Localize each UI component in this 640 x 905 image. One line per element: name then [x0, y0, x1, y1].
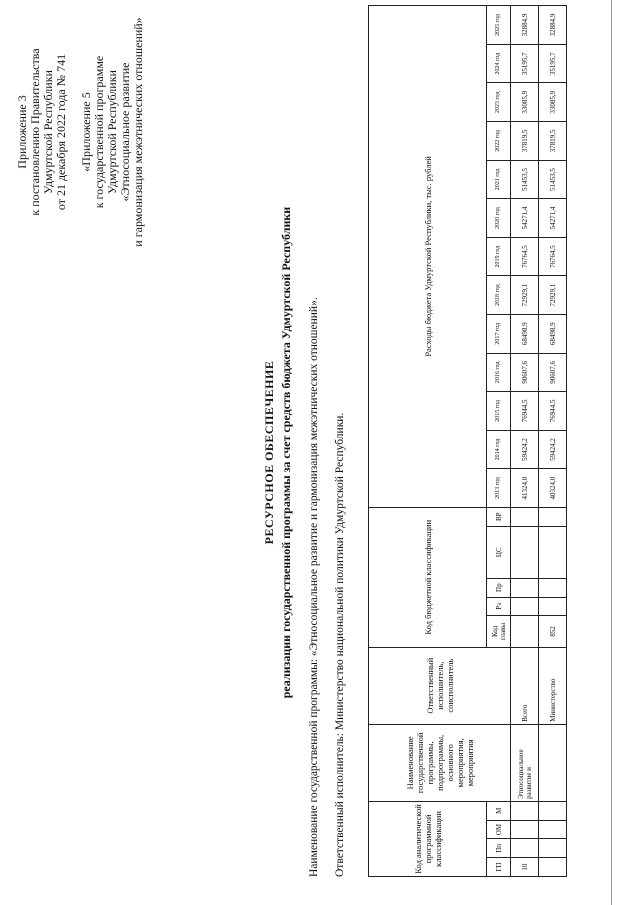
cell-gp: [539, 858, 567, 877]
cell-m: [539, 801, 567, 820]
header-expenses: Расходы бюджета Удмуртской Республики, тыс. рублей: [369, 6, 487, 508]
col-year: 2018 год: [487, 276, 511, 315]
cell-om: [539, 820, 567, 839]
cell-om: [511, 820, 539, 839]
cell-executor: Министерство: [539, 647, 567, 724]
cell-pp: [511, 839, 539, 858]
cell-value: 37819,5: [511, 122, 539, 161]
cell-value: 59424,2: [511, 430, 539, 469]
col-cs: ЦС: [487, 526, 511, 578]
cell-cs: [539, 526, 567, 578]
col-year: 2025 год: [487, 6, 511, 45]
col-om: ОМ: [487, 820, 511, 839]
cell-pr: [511, 578, 539, 597]
annex-program-line5: и гармонизация межэтнических отношений»: [131, 17, 145, 247]
col-year: 2023 год: [487, 83, 511, 122]
cell-value: 76764,5: [539, 237, 567, 276]
annex-current-line3: Удмуртской Республики: [41, 70, 55, 194]
annex-current-line4: от 21 декабря 2022 года № 741: [54, 53, 68, 211]
cell-value: 68498,9: [511, 314, 539, 353]
cell-value: 41324,0: [511, 469, 539, 508]
cell-value: 90607,6: [511, 353, 539, 392]
col-year: 2021 год: [487, 160, 511, 199]
cell-value: 54271,4: [511, 199, 539, 238]
annex-program-block: [80, 12, 145, 252]
annex-program-line2: к государственной программе: [92, 55, 106, 209]
header-code: Код аналитической программной классификации: [369, 801, 487, 876]
program-name: Наименование государственной программы: «Этносоциальное развитие и гармонизация межэтнических отношений».: [308, 297, 320, 877]
cell-value: 76944,5: [539, 392, 567, 431]
annex-program-line3: Удмуртской Республики: [105, 70, 119, 194]
cell-value: 32884,9: [511, 6, 539, 45]
annex-current-block: [16, 12, 68, 252]
cell-executor: Всего: [511, 647, 539, 724]
cell-name: [539, 724, 567, 801]
cell-value: 72929,1: [511, 276, 539, 315]
cell-value: 51453,5: [511, 160, 539, 199]
cell-value: 35195,7: [539, 44, 567, 83]
cell-value: 37819,5: [539, 122, 567, 161]
cell-rz: [511, 597, 539, 616]
cell-value: 33085,9: [511, 83, 539, 122]
cell-value: 76944,5: [511, 392, 539, 431]
cell-value: 32884,9: [539, 6, 567, 45]
table-row: [539, 6, 567, 877]
cell-value: 59424,2: [539, 430, 567, 469]
cell-glava: [511, 616, 539, 647]
cell-value: 40324,0: [539, 469, 567, 508]
cell-value: 76764,5: [511, 237, 539, 276]
cell-value: 35195,7: [511, 44, 539, 83]
col-year: 2019 год: [487, 237, 511, 276]
cell-rz: [539, 597, 567, 616]
col-year: 2024 год: [487, 44, 511, 83]
header-name: Наименование государственной программы, подпрограммы, основного мероприятия, мероприятия: [369, 724, 511, 801]
cell-glava: 852: [539, 616, 567, 647]
cell-value: 54271,4: [539, 199, 567, 238]
cell-pr: [539, 578, 567, 597]
col-year: 2016 год: [487, 353, 511, 392]
header-budget-code: Код бюджетной классификации: [369, 507, 487, 647]
annex-program-line1: «Приложение 5: [79, 92, 93, 172]
col-year: 2013 год: [487, 469, 511, 508]
table-row: [511, 6, 539, 877]
document-subtitle: реализации государственной программы за счет средств бюджета Удмуртской Республики: [279, 206, 293, 699]
col-gp: ГП: [487, 858, 511, 877]
col-year: 2020 год: [487, 199, 511, 238]
col-year: 2014 год: [487, 430, 511, 469]
resource-table: [368, 5, 567, 877]
col-year: 2017 год: [487, 314, 511, 353]
cell-cs: [511, 526, 539, 578]
col-year: 2022 год: [487, 122, 511, 161]
col-rz: Рз: [487, 597, 511, 616]
cell-value: 33085,9: [539, 83, 567, 122]
cell-value: 68498,9: [539, 314, 567, 353]
annex-current-line1: Приложение 3: [15, 95, 29, 169]
cell-pp: [539, 839, 567, 858]
responsible-executor: Ответственный исполнитель: Министерство национальной политики Удмуртской Республики.: [334, 412, 346, 877]
cell-value: 90607,6: [539, 353, 567, 392]
col-vr: ВР: [487, 507, 511, 526]
cell-name: Этносоциальное развитие и: [511, 724, 539, 801]
col-pr: Пр: [487, 578, 511, 597]
col-pp: Пп: [487, 839, 511, 858]
col-glava: Код главы: [487, 616, 511, 647]
document-title: РЕСУРСНОЕ ОБЕСПЕЧЕНИЕ: [262, 360, 276, 545]
annex-current-line2: к постановлению Правительства: [28, 48, 42, 216]
cell-gp: 10: [511, 858, 539, 877]
col-m: М: [487, 801, 511, 820]
annex-program-line4: «Этносоциальное развитие: [118, 62, 132, 202]
cell-value: 51453,5: [539, 160, 567, 199]
col-year: 2015 год: [487, 392, 511, 431]
cell-vr: [539, 507, 567, 526]
cell-value: 72929,1: [539, 276, 567, 315]
cell-vr: [511, 507, 539, 526]
cell-m: [511, 801, 539, 820]
header-executor: Ответственный исполнитель, соисполнитель: [369, 647, 511, 724]
